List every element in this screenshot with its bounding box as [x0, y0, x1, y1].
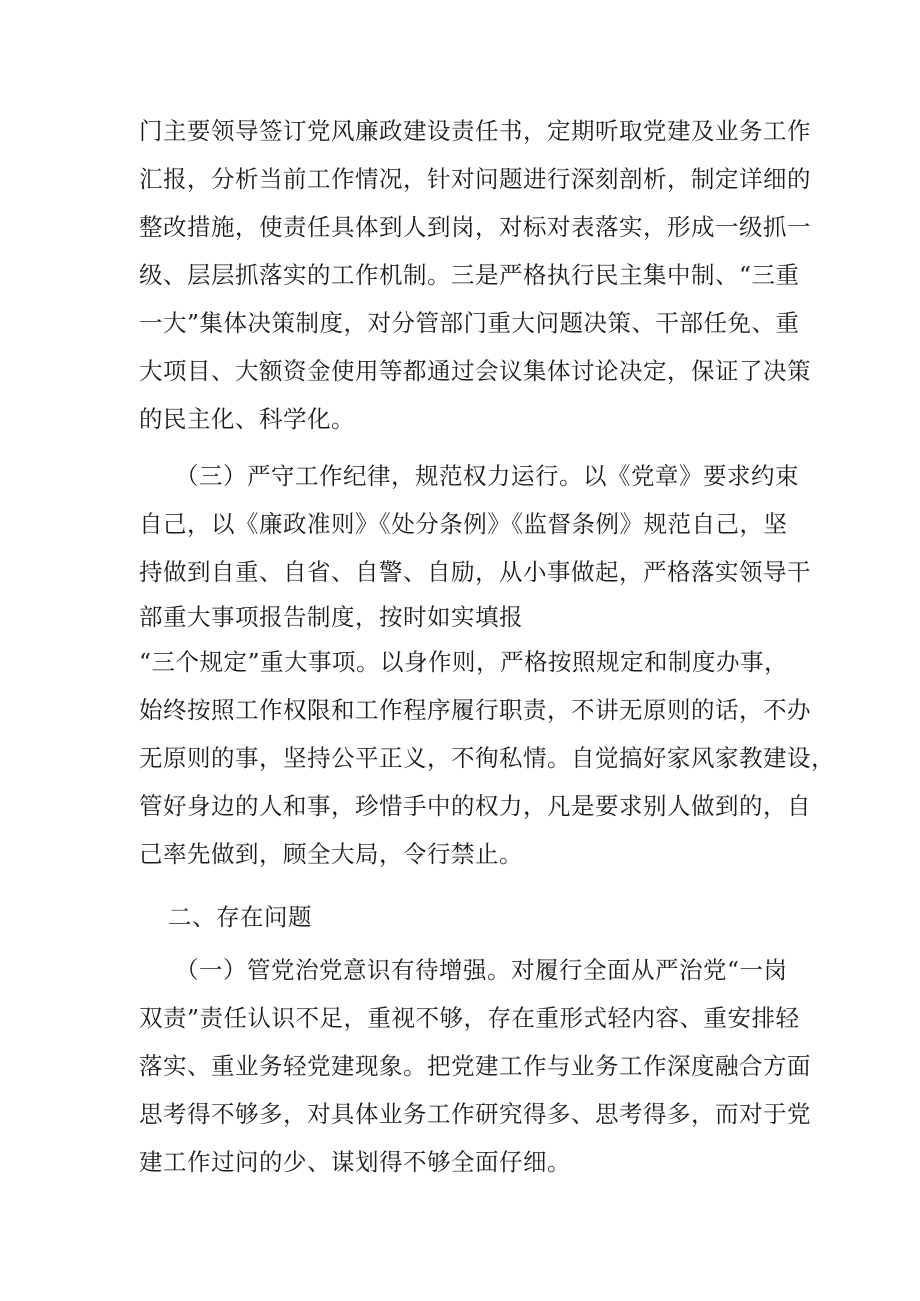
paragraph-2-line-6: 始终按照工作权限和工作程序履行职责，不讲无原则的话，不办	[139, 696, 811, 724]
paragraph-2-line-3: 持做到自重、自省、自警、自励，从小事做起，严格落实领导干	[139, 558, 811, 586]
paragraph-3-line-2: 双责”责任认识不足，重视不够，存在重形式轻内容、重安排轻	[139, 1004, 800, 1032]
paragraph-2-line-4: 部重大事项报告制度，按时如实填报	[139, 603, 523, 631]
paragraph-3-line-1: （一）管党治党意识有待增强。对履行全面从严治党“一岗	[175, 956, 788, 984]
paragraph-3-line-5: 建工作过问的少、谋划得不够全面仔细。	[139, 1148, 571, 1176]
paragraph-2-line-2: 自己，以《廉政准则》《处分条例》《监督条例》规范自己，坚	[139, 510, 788, 538]
paragraph-1-line-6: 大项目、大额资金使用等都通过会议集体讨论决定，保证了决策	[139, 357, 811, 385]
paragraph-2-line-8: 管好身边的人和事，珍惜手中的权力，凡是要求别人做到的，自	[139, 792, 811, 820]
section-heading: 二、存在问题	[168, 903, 312, 931]
paragraph-1-line-7: 的民主化、科学化。	[139, 405, 355, 433]
paragraph-3-line-3: 落实、重业务轻党建现象。把党建工作与业务工作深度融合方面	[139, 1052, 811, 1080]
paragraph-2-line-1: （三）严守工作纪律，规范权力运行。以《党章》要求约束	[175, 462, 799, 490]
paragraph-1-line-1: 门主要领导签订党风廉政建设责任书，定期听取党建及业务工作	[139, 117, 811, 145]
paragraph-1-line-3: 整改措施，使责任具体到人到岗，对标对表落实，形成一级抓一	[139, 213, 811, 241]
paragraph-2-line-9: 己率先做到，顾全大局，令行禁止。	[139, 840, 523, 868]
paragraph-2-line-5: “三个规定”重大事项。以身作则，严格按照规定和制度办事，	[139, 648, 789, 676]
paragraph-2-line-7: 无原则的事，坚持公平正义，不徇私情。自觉搞好家风家教建设，	[139, 744, 835, 772]
paragraph-1-line-4: 级、层层抓落实的工作机制。三是严格执行民主集中制、“三重	[139, 261, 800, 289]
paragraph-3-line-4: 思考得不够多，对具体业务工作研究得多、思考得多，而对于党	[139, 1100, 811, 1128]
paragraph-1-line-5: 一大”集体决策制度，对分管部门重大问题决策、干部任免、重	[139, 309, 800, 337]
paragraph-1-line-2: 汇报，分析当前工作情况，针对问题进行深刻剖析，制定详细的	[139, 165, 811, 193]
